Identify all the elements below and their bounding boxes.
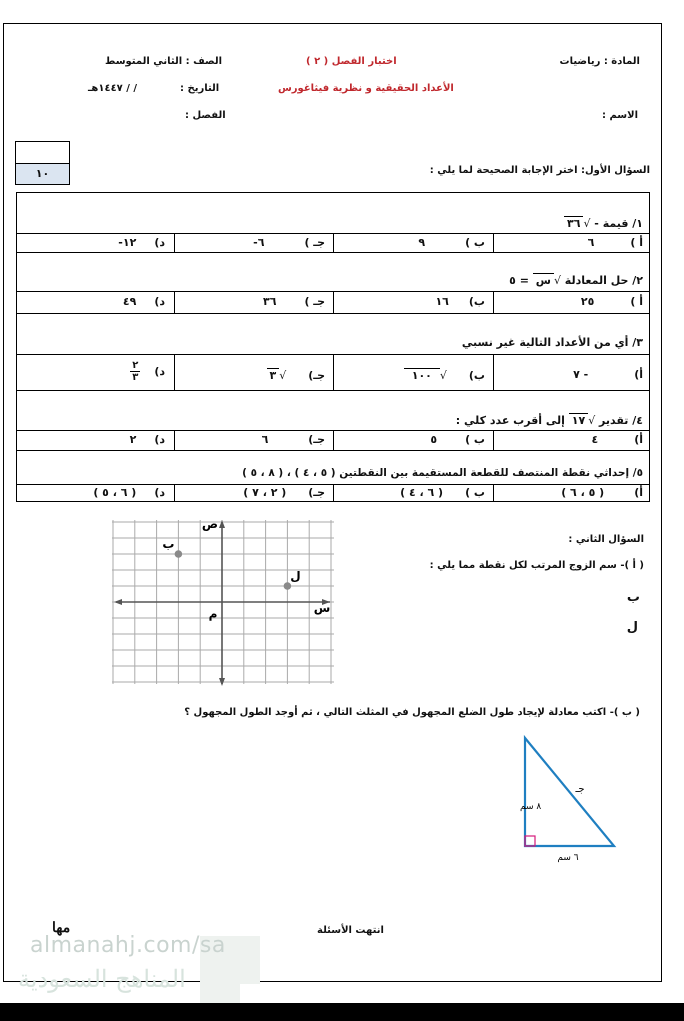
grid-points (162, 537, 300, 590)
class-label: الفصل : (185, 110, 226, 121)
option-label: ب ) (465, 486, 485, 499)
q5-option-c[interactable] (243, 486, 325, 499)
x-axis-arrow-icon (114, 599, 122, 605)
option-value: ٦ (261, 433, 269, 446)
q3-option-a[interactable] (573, 368, 643, 381)
option-value: ٩ (418, 236, 426, 249)
sqrt-icon: √ (279, 369, 287, 382)
right-angle-icon (525, 836, 535, 846)
date-value: / / ١٤٤٧هـ (88, 83, 138, 94)
option-label: ب ) (465, 236, 485, 249)
question-2-suffix: = ٥ (509, 274, 529, 287)
section2-part-b: ( ب )- اكتب معادلة لإيجاد طول الضلع المجهول في المثلث التالي ، ثم أوجد الطول المجهول ؟ (184, 707, 640, 718)
questions-table (16, 192, 650, 502)
sqrt-icon: √ (588, 414, 596, 427)
topic-title: الأعداد الحقيقية و نظرية فيثاغورس (278, 83, 454, 94)
option-value: ٢٥ (580, 295, 595, 308)
point-label-b: ب (626, 590, 640, 605)
option-label: د) (154, 433, 165, 446)
option-label: د) (154, 295, 165, 308)
q3-option-c[interactable] (267, 368, 325, 382)
option-value: ١٦ (435, 295, 449, 308)
q2-option-b[interactable] (435, 295, 485, 308)
option-label: د) (154, 486, 165, 499)
date-label: التاريخ : (180, 83, 220, 94)
exam-title: اختبار الفصل ( ٢ ) (306, 56, 397, 67)
question-2 (509, 273, 643, 287)
axes (114, 520, 330, 686)
option-label: أ ) (630, 295, 643, 308)
grid-point (175, 550, 183, 558)
q5-option-d[interactable] (93, 486, 165, 499)
grid-point (284, 582, 292, 590)
option-value: ٦- (253, 236, 265, 249)
option-value: ٤ (591, 433, 599, 446)
score-total: ١٠ (16, 164, 69, 184)
question-2-radicand: س (533, 273, 554, 287)
end-of-questions: انتهت الأسئلة (317, 925, 384, 936)
score-input-cell[interactable] (16, 142, 69, 164)
option-value: ( ٥ ، ٦ ) (561, 486, 605, 499)
q4-option-b[interactable] (430, 433, 485, 446)
point-label-l: ل (626, 620, 638, 635)
option-label: ب) (468, 295, 485, 308)
option-value: ١٠٠ (404, 368, 440, 382)
question-4 (456, 413, 643, 427)
option-label: جـ ) (304, 236, 325, 249)
triangle-shape (525, 738, 614, 846)
option-value: ( ٦ ، ٥ ) (93, 486, 137, 499)
subject-label: المادة : رياضيات (559, 56, 640, 67)
score-box (15, 141, 70, 185)
option-value: ( ٦ ، ٤ ) (400, 486, 444, 499)
option-value: ٣٦ (263, 295, 277, 308)
option-label: أ) (634, 486, 643, 499)
option-value: ( ٢ ، ٧ ) (243, 486, 287, 499)
watermark-arabic: المناهج السعودية (18, 965, 186, 993)
q1-option-d[interactable] (118, 236, 165, 249)
question-4-text: ٤/ تقدير (599, 414, 643, 427)
y-axis-label: ص (201, 517, 219, 531)
bottom-bar (0, 1003, 684, 1021)
option-value: ٤٩ (122, 295, 137, 308)
section2-title: السؤال الثاني : (568, 534, 644, 545)
watermark-block (200, 984, 240, 1003)
option-label: أ) (634, 433, 643, 446)
vertical-side-label: ٨ سم (520, 802, 542, 812)
name-label: الاسم : (601, 110, 638, 121)
question-1 (564, 216, 643, 230)
q4-option-d[interactable] (130, 433, 165, 446)
option-label: جـ ) (304, 295, 325, 308)
option-label: ب ) (465, 433, 485, 446)
option-label: أ ) (630, 236, 643, 249)
right-triangle (480, 730, 640, 870)
section1-title: السؤال الأول: اختر الإجابة الصحيحة لما يلي : (429, 165, 650, 176)
option-label: د) (154, 236, 165, 249)
sqrt-icon: √ (553, 274, 561, 287)
fraction (130, 360, 140, 383)
q4-option-c[interactable] (262, 433, 325, 446)
question-1-text: ١/ قيمة - (594, 217, 643, 230)
grade-label: الصف : الثاني المتوسط (105, 56, 223, 67)
watermark-url: almanahj.com/sa (30, 933, 226, 958)
option-value: - ٧ (573, 368, 589, 381)
q4-option-a[interactable] (591, 433, 643, 446)
option-label: ب) (468, 369, 485, 382)
question-2-text: ٢/ حل المعادلة (564, 274, 643, 287)
question-4-suffix: إلى أقرب عدد كلي : (455, 414, 565, 427)
q2-option-c[interactable] (263, 295, 325, 308)
option-value: ٢ (129, 433, 137, 446)
teacher-signature: ﻣﻬﺎ (52, 920, 71, 936)
option-value: ٥ (430, 433, 438, 446)
fraction-numerator: ٢ (132, 360, 139, 371)
section2-part-a: ( أ )- سم الزوج المرتب لكل نقطة مما يلي : (429, 560, 644, 571)
q1-option-a[interactable] (588, 236, 643, 249)
q3-option-d[interactable] (130, 360, 165, 383)
q1-option-c[interactable] (253, 236, 325, 249)
x-axis-label: س (313, 601, 331, 615)
q2-option-d[interactable] (123, 295, 165, 308)
option-label: د) (154, 365, 165, 378)
q2-option-a[interactable] (581, 295, 643, 308)
q5-option-b[interactable] (400, 486, 485, 499)
sqrt-icon: √ (439, 369, 447, 382)
question-4-radicand: ١٧ (569, 413, 588, 427)
y-axis-arrow-icon (219, 520, 225, 528)
coordinate-grid (110, 516, 336, 688)
hypotenuse-label: جـ (575, 784, 585, 795)
base-side-label: ٦ سم (557, 853, 579, 863)
option-label: أ) (634, 368, 643, 381)
sqrt-icon: √ (583, 217, 591, 230)
q1-option-b[interactable] (418, 236, 485, 249)
option-label: جـ) (308, 486, 325, 499)
option-label: جـ) (308, 433, 325, 446)
option-value: ٦ (587, 236, 595, 249)
question-5: ٥/ إحداثي نقطة المنتصف للقطعة المستقيمة بين النقطتين ( ٥ ، ٤ ) ، ( ٨ ، ٥ ) (242, 467, 643, 479)
q3-option-b[interactable] (404, 368, 485, 382)
question-3: ٣/ أي من الأعداد التالية غير نسبي (461, 336, 643, 349)
grid-point-label: ل (290, 569, 301, 583)
fraction-denominator: ٣ (132, 372, 139, 383)
grid-point-label: ب (162, 537, 175, 551)
origin-label: م (208, 607, 218, 621)
option-value: ١٢- (118, 236, 137, 249)
q5-option-a[interactable] (561, 486, 643, 499)
question-1-radicand: ٣٦ (564, 216, 583, 230)
option-label: جـ) (308, 369, 325, 382)
option-value: ٣ (267, 368, 280, 382)
